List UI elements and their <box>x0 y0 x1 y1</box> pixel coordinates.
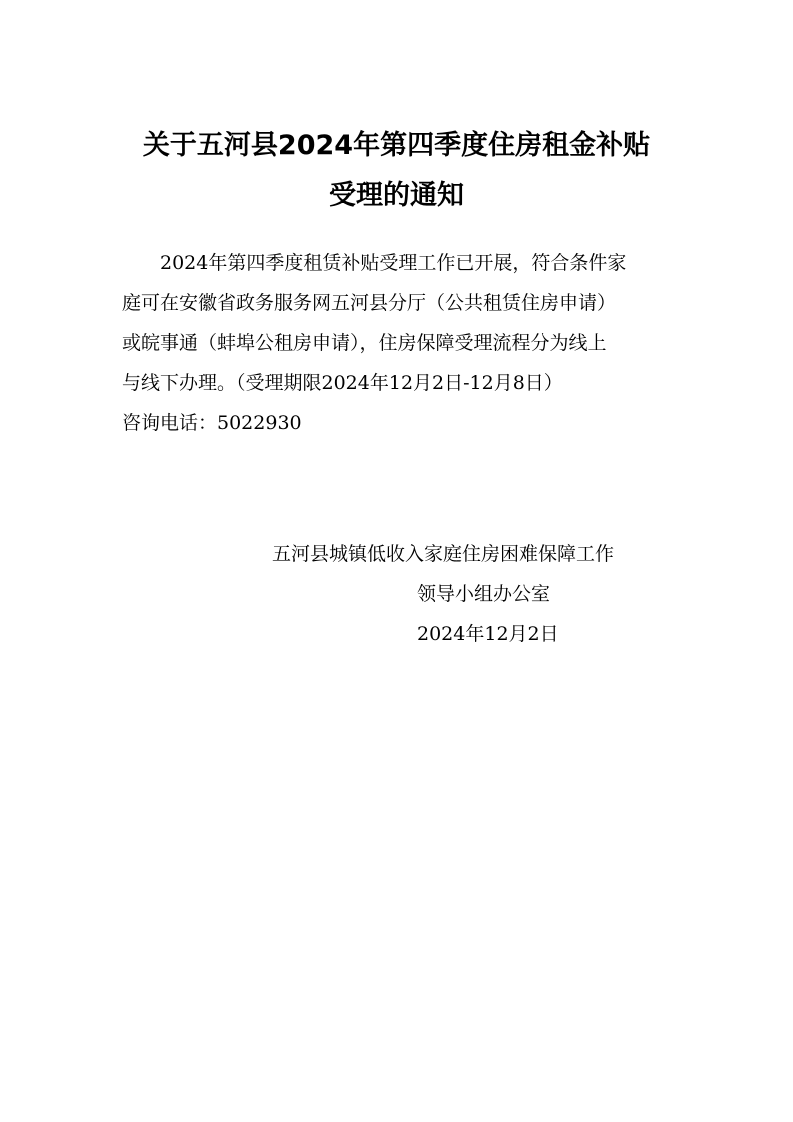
signature-date: 2024年12月2日 <box>417 623 559 645</box>
document-title-line-2: 受理的通知 <box>329 180 464 211</box>
signature-org-line-2: 领导小组办公室 <box>417 583 551 605</box>
body-paragraph-line-2: 庭可在安徽省政务服务网五河县分厅（公共租赁住房申请） <box>122 292 617 314</box>
body-paragraph-line-4: 与线下办理。（受理期限2024年12月2日-12月8日） <box>122 372 563 394</box>
body-paragraph-line-1: 2024年第四季度租赁补贴受理工作已开展，符合条件家 <box>160 252 627 274</box>
consult-phone-line: 咨询电话：5022930 <box>122 412 302 434</box>
body-paragraph-line-3: 或皖事通（蚌埠公租房申请），住房保障受理流程分为线上 <box>122 332 607 354</box>
signature-org-line-1: 五河县城镇低收入家庭住房困难保障工作 <box>272 543 615 565</box>
document-title-line-1: 关于五河县2024年第四季度住房租金补贴 <box>142 130 651 161</box>
